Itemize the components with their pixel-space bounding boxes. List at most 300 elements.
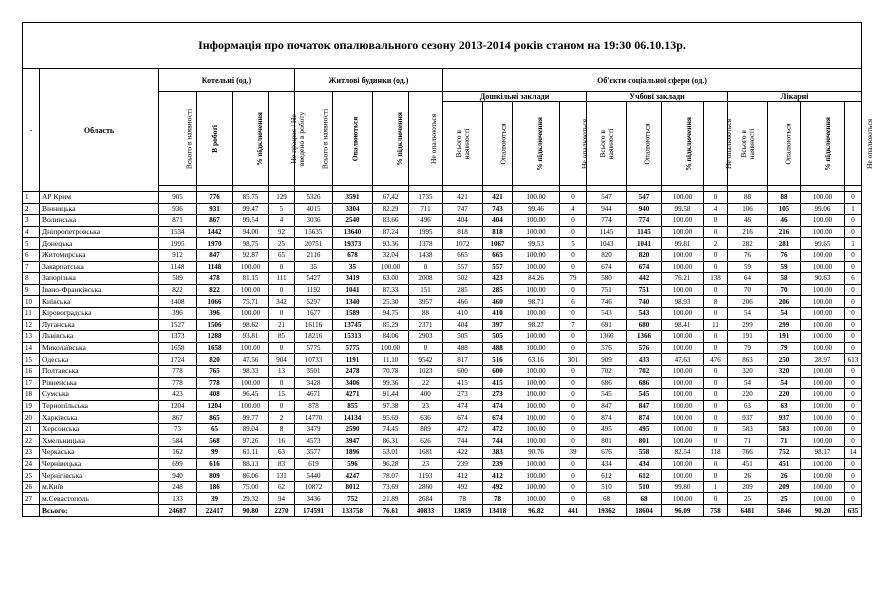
value-cell: 3036 bbox=[295, 215, 333, 227]
value-cell: 702 bbox=[627, 365, 662, 377]
value-cell: 0 bbox=[704, 412, 728, 424]
value-cell: 423 bbox=[159, 389, 197, 401]
value-cell: 711 bbox=[409, 203, 443, 215]
value-cell: 100.00 bbox=[513, 261, 560, 273]
value-cell: 865 bbox=[197, 412, 233, 424]
value-cell: 100.00 bbox=[233, 261, 269, 273]
value-cell: 751 bbox=[587, 284, 627, 296]
value-cell: 24687 bbox=[159, 505, 197, 517]
value-cell: 100.00 bbox=[513, 215, 560, 227]
value-cell: 676 bbox=[587, 447, 627, 459]
value-cell: 216 bbox=[728, 226, 768, 238]
value-cell: 100.00 bbox=[662, 435, 704, 447]
report-document bbox=[22, 22, 875, 517]
value-cell: 79 bbox=[560, 273, 587, 285]
value-cell: 68 bbox=[627, 493, 662, 505]
value-cell: 2478 bbox=[333, 365, 373, 377]
value-cell: 76 bbox=[728, 249, 768, 261]
value-cell: 21 bbox=[269, 319, 295, 331]
value-cell: 100.00 bbox=[801, 412, 845, 424]
value-cell: 516 bbox=[483, 354, 513, 366]
value-cell: 71 bbox=[768, 435, 801, 447]
value-cell: 14134 bbox=[333, 412, 373, 424]
row-number: 15 bbox=[23, 354, 40, 366]
value-cell: 100.00 bbox=[801, 481, 845, 493]
value-cell: 1658 bbox=[197, 342, 233, 354]
value-cell: 99.54 bbox=[233, 215, 269, 227]
value-cell: 612 bbox=[627, 470, 662, 482]
region-header: Область bbox=[40, 69, 159, 192]
value-cell: 502 bbox=[443, 273, 483, 285]
value-cell: 285 bbox=[483, 284, 513, 296]
value-cell: 100.00 bbox=[662, 284, 704, 296]
value-cell: 871 bbox=[159, 215, 197, 227]
value-cell: 0 bbox=[704, 215, 728, 227]
value-cell: 99.53 bbox=[513, 238, 560, 250]
value-cell: 589 bbox=[159, 273, 197, 285]
value-cell: 758 bbox=[704, 505, 728, 517]
row-number: 23 bbox=[23, 447, 40, 459]
house-total-header: Всього в наявності bbox=[295, 92, 333, 186]
value-cell: 2 bbox=[269, 412, 295, 424]
value-cell: 0 bbox=[704, 192, 728, 204]
value-cell: 600 bbox=[483, 365, 513, 377]
hosp-notheated-header: Не опалюються bbox=[845, 102, 862, 186]
value-cell: 0 bbox=[845, 342, 862, 354]
value-cell: 616 bbox=[197, 458, 233, 470]
value-cell: 1366 bbox=[627, 331, 662, 343]
value-cell: 912 bbox=[159, 249, 197, 261]
region-name: Херсонська bbox=[40, 423, 159, 435]
value-cell: 0 bbox=[560, 307, 587, 319]
value-cell: 2116 bbox=[295, 249, 333, 261]
table-row bbox=[23, 261, 862, 273]
value-cell: 100.00 bbox=[801, 319, 845, 331]
value-cell: 100.00 bbox=[662, 400, 704, 412]
hosp-heated-header: Опалюються bbox=[768, 102, 801, 186]
value-cell: 1366 bbox=[587, 331, 627, 343]
value-cell: 691 bbox=[587, 319, 627, 331]
value-cell: 138 bbox=[704, 273, 728, 285]
table-row bbox=[23, 481, 862, 493]
value-cell: 400 bbox=[409, 389, 443, 401]
value-cell: 98.71 bbox=[513, 296, 560, 308]
value-cell: 847 bbox=[587, 400, 627, 412]
value-cell: 100.00 bbox=[801, 307, 845, 319]
value-cell: 28.97 bbox=[801, 354, 845, 366]
value-cell: 67.42 bbox=[373, 192, 409, 204]
value-cell: 1995 bbox=[409, 226, 443, 238]
value-cell: 86.06 bbox=[233, 470, 269, 482]
value-cell: 21.89 bbox=[373, 493, 409, 505]
value-cell: 88 bbox=[409, 307, 443, 319]
value-cell: 100.00 bbox=[373, 342, 409, 354]
value-cell: 466 bbox=[443, 296, 483, 308]
value-cell: 99.06 bbox=[801, 203, 845, 215]
hospitals-header: Лікарні bbox=[728, 92, 862, 102]
value-cell: 63.00 bbox=[373, 273, 409, 285]
value-cell: 0 bbox=[560, 389, 587, 401]
value-cell: 558 bbox=[627, 447, 662, 459]
value-cell: 100.00 bbox=[801, 470, 845, 482]
value-cell: 0 bbox=[560, 331, 587, 343]
value-cell: 53.01 bbox=[373, 447, 409, 459]
value-cell: 1043 bbox=[587, 238, 627, 250]
value-cell: 822 bbox=[159, 284, 197, 296]
value-cell: 0 bbox=[704, 423, 728, 435]
value-cell: 1378 bbox=[409, 238, 443, 250]
value-cell: 100.00 bbox=[373, 261, 409, 273]
value-cell: 100.00 bbox=[662, 192, 704, 204]
value-cell: 25 bbox=[269, 238, 295, 250]
value-cell: 61.11 bbox=[233, 447, 269, 459]
value-cell: 100.00 bbox=[662, 226, 704, 238]
value-cell: 396 bbox=[159, 307, 197, 319]
row-number: 4 bbox=[23, 226, 40, 238]
value-cell: 174591 bbox=[295, 505, 333, 517]
value-cell: 931 bbox=[197, 203, 233, 215]
value-cell: 100.00 bbox=[801, 435, 845, 447]
region-name: Сумська bbox=[40, 389, 159, 401]
value-cell: 0 bbox=[845, 389, 862, 401]
boiler-percent-header: % підключення bbox=[233, 92, 269, 186]
value-cell: 100.00 bbox=[801, 458, 845, 470]
table-row bbox=[23, 307, 862, 319]
boiler-notworking-header: Не працює / Не введено в роботу bbox=[269, 92, 295, 186]
value-cell: 54 bbox=[768, 307, 801, 319]
row-number: 16 bbox=[23, 365, 40, 377]
row-number: 11 bbox=[23, 307, 40, 319]
table-row bbox=[23, 203, 862, 215]
value-cell: 488 bbox=[483, 342, 513, 354]
value-cell: 70 bbox=[728, 284, 768, 296]
value-cell: 99 bbox=[197, 447, 233, 459]
value-cell: 0 bbox=[845, 192, 862, 204]
region-name: Львівська bbox=[40, 331, 159, 343]
value-cell: 1067 bbox=[483, 238, 513, 250]
value-cell: 186 bbox=[197, 481, 233, 493]
value-cell: 1041 bbox=[627, 238, 662, 250]
value-cell: 0 bbox=[845, 435, 862, 447]
value-cell: 3304 bbox=[333, 203, 373, 215]
value-cell: 1148 bbox=[197, 261, 233, 273]
value-cell: 434 bbox=[627, 458, 662, 470]
row-number: 1 bbox=[23, 192, 40, 204]
value-cell: 4 bbox=[704, 203, 728, 215]
value-cell: 40833 bbox=[409, 505, 443, 517]
value-cell: 99.65 bbox=[801, 238, 845, 250]
table-row bbox=[23, 377, 862, 389]
value-cell: 412 bbox=[483, 470, 513, 482]
value-cell: 0 bbox=[560, 377, 587, 389]
value-cell: 100.00 bbox=[662, 215, 704, 227]
value-cell: 0 bbox=[560, 412, 587, 424]
value-cell: 22 bbox=[409, 377, 443, 389]
value-cell: 94 bbox=[269, 493, 295, 505]
value-cell: 100.00 bbox=[233, 400, 269, 412]
row-number: 10 bbox=[23, 296, 40, 308]
value-cell: 100.00 bbox=[233, 307, 269, 319]
value-cell: 1506 bbox=[197, 319, 233, 331]
value-cell: 299 bbox=[768, 319, 801, 331]
value-cell: 0 bbox=[560, 493, 587, 505]
value-cell: 25 bbox=[728, 493, 768, 505]
value-cell: 282 bbox=[728, 238, 768, 250]
value-cell: 9542 bbox=[409, 354, 443, 366]
value-cell: 822 bbox=[197, 284, 233, 296]
value-cell: 940 bbox=[627, 203, 662, 215]
value-cell: 855 bbox=[333, 400, 373, 412]
value-cell: 576 bbox=[627, 342, 662, 354]
value-cell: 90.80 bbox=[233, 505, 269, 517]
value-cell: 909 bbox=[587, 354, 627, 366]
value-cell: 1735 bbox=[409, 192, 443, 204]
value-cell: 100.00 bbox=[662, 261, 704, 273]
value-cell: 100.00 bbox=[513, 249, 560, 261]
value-cell: 1408 bbox=[159, 296, 197, 308]
region-name: Дніпропетровська bbox=[40, 226, 159, 238]
value-cell: 273 bbox=[443, 389, 483, 401]
value-cell: 99.58 bbox=[662, 203, 704, 215]
value-cell: 100.00 bbox=[513, 493, 560, 505]
value-cell: 88 bbox=[768, 192, 801, 204]
value-cell: 1191 bbox=[333, 354, 373, 366]
value-cell: 492 bbox=[483, 481, 513, 493]
value-cell: 86.31 bbox=[373, 435, 409, 447]
value-cell: 10872 bbox=[295, 481, 333, 493]
value-cell: 3501 bbox=[295, 365, 333, 377]
value-cell: 847 bbox=[197, 249, 233, 261]
value-cell: 404 bbox=[483, 215, 513, 227]
value-cell: 510 bbox=[627, 481, 662, 493]
value-cell: 584 bbox=[159, 435, 197, 447]
value-cell: 847 bbox=[627, 400, 662, 412]
value-cell: 1589 bbox=[333, 307, 373, 319]
value-cell: 820 bbox=[197, 354, 233, 366]
kg-total-header: Всього в наявності bbox=[443, 102, 483, 186]
region-name: Запорізька bbox=[40, 273, 159, 285]
value-cell: 5775 bbox=[333, 342, 373, 354]
value-cell: 13418 bbox=[483, 505, 513, 517]
row-number: 19 bbox=[23, 400, 40, 412]
value-cell: 495 bbox=[627, 423, 662, 435]
value-cell: 16 bbox=[269, 435, 295, 447]
value-cell: 131 bbox=[269, 470, 295, 482]
value-cell: 776 bbox=[197, 192, 233, 204]
value-cell: 8 bbox=[269, 423, 295, 435]
value-cell: 3591 bbox=[333, 192, 373, 204]
value-cell: 191 bbox=[768, 331, 801, 343]
value-cell: 568 bbox=[197, 435, 233, 447]
row-number: 21 bbox=[23, 423, 40, 435]
value-cell: 3479 bbox=[295, 423, 333, 435]
school-total-header: Всього в наявності bbox=[587, 102, 627, 186]
value-cell: 6 bbox=[845, 273, 862, 285]
value-cell: 90.63 bbox=[801, 273, 845, 285]
value-cell: 79 bbox=[728, 342, 768, 354]
value-cell: 0 bbox=[845, 493, 862, 505]
value-cell: 94.75 bbox=[373, 307, 409, 319]
value-cell: 85 bbox=[269, 331, 295, 343]
value-cell: 14770 bbox=[295, 412, 333, 424]
value-cell: 74.45 bbox=[373, 423, 409, 435]
row-number: 2 bbox=[23, 203, 40, 215]
value-cell: 0 bbox=[845, 458, 862, 470]
region-name: Чернівецька bbox=[40, 458, 159, 470]
value-cell: 0 bbox=[560, 435, 587, 447]
value-cell: 820 bbox=[627, 249, 662, 261]
value-cell: 54 bbox=[728, 377, 768, 389]
value-cell: 88.13 bbox=[233, 458, 269, 470]
value-cell: 59 bbox=[728, 261, 768, 273]
value-cell: 680 bbox=[627, 319, 662, 331]
value-cell: 505 bbox=[443, 331, 483, 343]
value-cell: 76.61 bbox=[373, 505, 409, 517]
value-cell: 73.69 bbox=[373, 481, 409, 493]
value-cell: 99.46 bbox=[513, 203, 560, 215]
value-cell: 100.00 bbox=[801, 261, 845, 273]
value-cell: 863 bbox=[728, 354, 768, 366]
value-cell: 100.00 bbox=[801, 493, 845, 505]
table-row bbox=[23, 319, 862, 331]
value-cell: 129 bbox=[269, 192, 295, 204]
value-cell: 65 bbox=[269, 249, 295, 261]
value-cell: 674 bbox=[627, 261, 662, 273]
value-cell: 0 bbox=[409, 261, 443, 273]
value-cell: 1995 bbox=[159, 238, 197, 250]
value-cell: 2270 bbox=[269, 505, 295, 517]
value-cell: 78.07 bbox=[373, 470, 409, 482]
value-cell: 98.17 bbox=[801, 447, 845, 459]
value-cell: 32.04 bbox=[373, 249, 409, 261]
value-cell: 100.00 bbox=[662, 458, 704, 470]
value-cell: 442 bbox=[627, 273, 662, 285]
house-notheated-header: Не опалюються bbox=[409, 92, 443, 186]
value-cell: 0 bbox=[845, 365, 862, 377]
value-cell: 82.29 bbox=[373, 203, 409, 215]
value-cell: 1658 bbox=[159, 342, 197, 354]
value-cell: 0 bbox=[269, 284, 295, 296]
value-cell: 99.80 bbox=[662, 481, 704, 493]
total-row bbox=[23, 505, 862, 517]
value-cell: 96.82 bbox=[513, 505, 560, 517]
value-cell: 619 bbox=[295, 458, 333, 470]
value-cell: 100.00 bbox=[662, 249, 704, 261]
kindergartens-header: Дошкільні заклади bbox=[443, 92, 587, 102]
value-cell: 451 bbox=[728, 458, 768, 470]
value-cell: 600 bbox=[443, 365, 483, 377]
hosp-total-header: Всього в наявності bbox=[728, 102, 768, 186]
value-cell: 867 bbox=[159, 412, 197, 424]
value-cell: 626 bbox=[409, 435, 443, 447]
value-cell: 54 bbox=[728, 307, 768, 319]
value-cell: 1527 bbox=[159, 319, 197, 331]
value-cell: 396 bbox=[197, 307, 233, 319]
value-cell: 100.00 bbox=[513, 226, 560, 238]
value-cell: 1204 bbox=[197, 400, 233, 412]
value-cell: 162 bbox=[159, 447, 197, 459]
value-cell: 100.00 bbox=[513, 307, 560, 319]
value-cell: 18216 bbox=[295, 331, 333, 343]
value-cell: 99.81 bbox=[662, 238, 704, 250]
kg-percent-header: % підключення bbox=[513, 102, 560, 186]
value-cell: 937 bbox=[768, 412, 801, 424]
value-cell: 0 bbox=[704, 261, 728, 273]
value-cell: 191 bbox=[728, 331, 768, 343]
value-cell: 674 bbox=[587, 261, 627, 273]
value-cell: 0 bbox=[704, 342, 728, 354]
value-cell: 133 bbox=[159, 493, 197, 505]
value-cell: 100.00 bbox=[662, 493, 704, 505]
value-cell: 4 bbox=[560, 203, 587, 215]
row-number: 7 bbox=[23, 261, 40, 273]
value-cell: 35 bbox=[295, 261, 333, 273]
value-cell: 100.00 bbox=[513, 342, 560, 354]
table-row bbox=[23, 447, 862, 459]
value-cell: 0 bbox=[560, 249, 587, 261]
value-cell: 940 bbox=[159, 470, 197, 482]
boiler-working-header: В роботі bbox=[197, 92, 233, 186]
row-number: 27 bbox=[23, 493, 40, 505]
value-cell: 766 bbox=[728, 447, 768, 459]
value-cell: 83.66 bbox=[373, 215, 409, 227]
value-cell: 281 bbox=[768, 238, 801, 250]
social-header: Об'єкти соціальної сфери (од.) bbox=[443, 69, 862, 92]
region-name: Одеська bbox=[40, 354, 159, 366]
value-cell: 0 bbox=[704, 365, 728, 377]
value-cell: 433 bbox=[627, 354, 662, 366]
value-cell: 220 bbox=[768, 389, 801, 401]
value-cell: 3947 bbox=[333, 435, 373, 447]
value-cell: 0 bbox=[560, 458, 587, 470]
value-cell: 4 bbox=[269, 215, 295, 227]
table-row bbox=[23, 331, 862, 343]
value-cell: 22417 bbox=[197, 505, 233, 517]
value-cell: 478 bbox=[197, 273, 233, 285]
value-cell: 100.00 bbox=[801, 377, 845, 389]
value-cell: 0 bbox=[560, 470, 587, 482]
value-cell: 84.06 bbox=[373, 331, 409, 343]
value-cell: 206 bbox=[728, 296, 768, 308]
region-name: Чернігівська bbox=[40, 470, 159, 482]
value-cell: 944 bbox=[587, 203, 627, 215]
value-cell: 686 bbox=[627, 377, 662, 389]
value-cell: 100.00 bbox=[513, 331, 560, 343]
value-cell: 70.78 bbox=[373, 365, 409, 377]
value-cell: 4271 bbox=[333, 389, 373, 401]
table-row bbox=[23, 192, 862, 204]
value-cell: 11 bbox=[704, 319, 728, 331]
value-cell: 1340 bbox=[333, 296, 373, 308]
value-cell: 472 bbox=[483, 423, 513, 435]
value-cell: 100.00 bbox=[513, 423, 560, 435]
value-cell: 76 bbox=[768, 249, 801, 261]
value-cell: 0 bbox=[269, 377, 295, 389]
value-cell: 85.29 bbox=[373, 319, 409, 331]
value-cell: 801 bbox=[587, 435, 627, 447]
row-number: 12 bbox=[23, 319, 40, 331]
value-cell: 674 bbox=[483, 412, 513, 424]
row-number: 17 bbox=[23, 377, 40, 389]
value-cell: 5 bbox=[269, 203, 295, 215]
value-cell: 636 bbox=[409, 412, 443, 424]
value-cell: 8012 bbox=[333, 481, 373, 493]
value-cell: 100.00 bbox=[801, 249, 845, 261]
kg-heated-header: Опалюються bbox=[483, 102, 513, 186]
value-cell: 510 bbox=[587, 481, 627, 493]
value-cell: 778 bbox=[197, 377, 233, 389]
value-cell: 613 bbox=[845, 354, 862, 366]
